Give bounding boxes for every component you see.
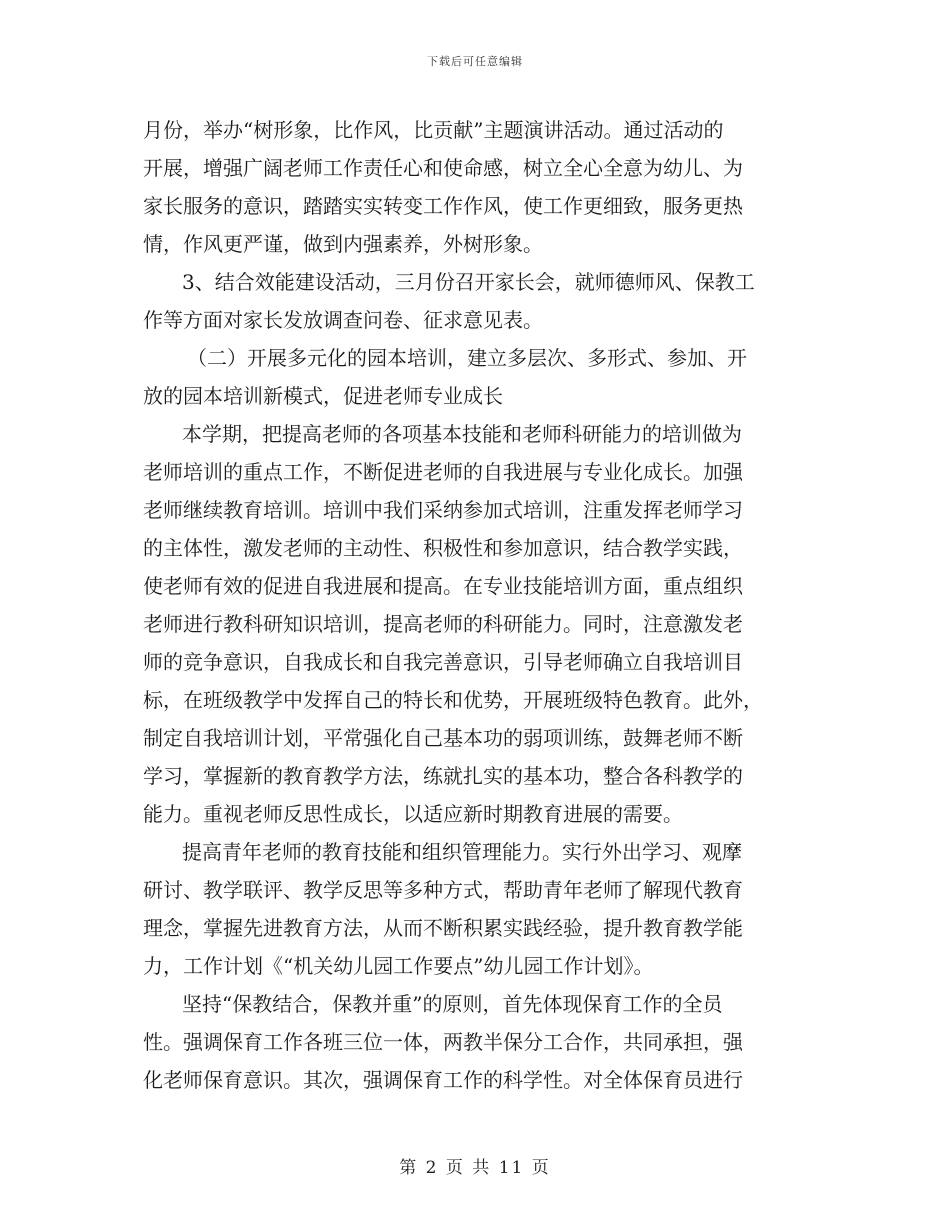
paragraph-line: 能力。重视老师反思性成长，以适应新时期教育进展的需要。: [143, 802, 683, 826]
paragraph-line: 开展，增强广阔老师工作责任心和使命感，树立全心全意为幼儿、为: [143, 156, 743, 180]
paragraph-line: （二）开展多元化的园本培训，建立多层次、多形式、参加、开: [187, 346, 747, 370]
paragraph-line: 标，在班级教学中发挥自己的特长和优势，开展班级特色教育。此外，: [143, 688, 763, 712]
document-body: [143, 111, 803, 1099]
paragraph-line: 学习，掌握新的教育教学方法，练就扎实的基本功，整合各科教学的: [143, 764, 743, 788]
paragraph-line: 化老师保育意识。其次，强调保育工作的科学性。对全体保育员进行: [143, 1068, 743, 1092]
paragraph-line: 师的竞争意识，自我成长和自我完善意识，引导老师确立自我培训目: [143, 650, 743, 674]
paragraph-line: 理念，掌握先进教育方法，从而不断积累实践经验，提升教育教学能: [143, 916, 743, 940]
paragraph-line: 放的园本培训新模式，促进老师专业成长: [143, 384, 503, 408]
paragraph-line: 坚持“保教结合，保教并重”的原则，首先体现保育工作的全员: [182, 992, 723, 1016]
paragraph-line: 本学期，把提高老师的各项基本技能和老师科研能力的培训做为: [182, 422, 742, 446]
paragraph-line: 力，工作计划《“机关幼儿园工作要点”幼儿园工作计划》。: [143, 954, 654, 978]
paragraph-line: 提高青年老师的教育技能和组织管理能力。实行外出学习、观摩: [182, 840, 742, 864]
paragraph-line: 家长服务的意识，踏踏实实转变工作作风，使工作更细致，服务更热: [143, 194, 743, 218]
paragraph-line: 制定自我培训计划，平常强化自己基本功的弱项训练，鼓舞老师不断: [143, 726, 743, 750]
paragraph-line: 3、结合效能建设活动，三月份召开家长会，就师德师风、保教工: [182, 270, 755, 294]
paragraph-line: 老师进行教科研知识培训，提高老师的科研能力。同时，注意激发老: [143, 612, 743, 636]
header-note: 下载后可任意编辑: [427, 55, 523, 68]
paragraph-line: 使老师有效的促进自我进展和提高。在专业技能培训方面，重点组织: [143, 574, 743, 598]
paragraph-line: 老师培训的重点工作，不断促进老师的自我进展与专业化成长。加强: [143, 460, 743, 484]
paragraph-line: 研讨、教学联评、教学反思等多种方式，帮助青年老师了解现代教育: [143, 878, 743, 902]
paragraph-line: 性。强调保育工作各班三位一体，两教半保分工合作，共同承担，强: [143, 1030, 743, 1054]
paragraph-line: 的主体性，激发老师的主动性、积极性和参加意识，结合教学实践，: [143, 536, 743, 560]
paragraph-line: 月份，举办“树形象，比作风，比贡献”主题演讲活动。通过活动的: [143, 118, 724, 142]
paragraph-line: 作等方面对家长发放调查问卷、征求意见表。: [143, 308, 543, 332]
paragraph-line: 老师继续教育培训。培训中我们采纳参加式培训，注重发挥老师学习: [143, 498, 743, 522]
page-footer: 第 2 页 共 11 页: [399, 1158, 551, 1178]
paragraph-line: 情，作风更严谨，做到内强素养，外树形象。: [143, 232, 543, 256]
